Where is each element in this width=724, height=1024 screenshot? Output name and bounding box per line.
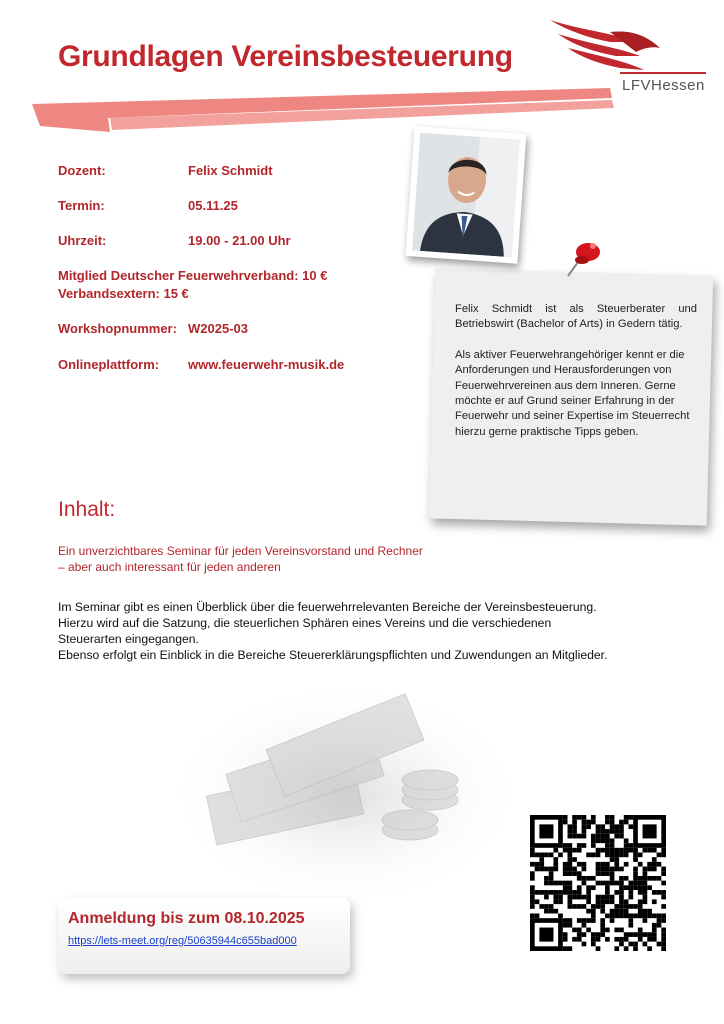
- speaker-photo: [406, 126, 527, 263]
- termin-label: Termin:: [58, 198, 105, 213]
- push-pin-icon: [560, 232, 610, 282]
- body-line-1: Im Seminar gibt es einen Überblick über die feuerwehrrelevanten Bereiche der Vereinsbesteuerung.: [58, 600, 597, 614]
- dozent-value: Felix Schmidt: [188, 163, 273, 178]
- subtitle-line-1: Ein unverzichtbares Seminar für jeden Vereinsvorstand und Rechner: [58, 544, 423, 558]
- body-line-2: Hierzu wird auf die Satzung, die steuerlichen Sphären eines Vereins und die verschiedenen: [58, 616, 552, 630]
- body-line-4: Ebenso erfolgt ein Einblick in die Bereiche Steuererklärungspflichten und Zuwendungen an Mitglieder.: [58, 648, 608, 662]
- workshop-label: Workshopnummer:: [58, 321, 177, 336]
- subtitle-line-2: – aber auch interessant für jeden anderen: [58, 560, 281, 574]
- registration-title: Anmeldung bis zum 08.10.2025: [68, 910, 305, 927]
- dozent-label: Dozent:: [58, 163, 106, 178]
- plattform-label: Onlineplattform:: [58, 357, 160, 372]
- uhrzeit-value: 19.00 - 21.00 Uhr: [188, 233, 291, 248]
- money-illustration: [180, 690, 510, 900]
- qr-code[interactable]: [530, 815, 666, 951]
- page-title: Grundlagen Vereinsbesteuerung: [58, 40, 513, 73]
- uhrzeit-label: Uhrzeit:: [58, 233, 107, 248]
- content-heading: Inhalt:: [58, 498, 116, 521]
- body-line-3: Steuerarten eingegangen.: [58, 632, 199, 646]
- logo-text: LFVHessen: [622, 77, 705, 94]
- bio-text: [455, 302, 697, 455]
- content-subtitle: [58, 543, 518, 575]
- termin-value: 05.11.25: [188, 198, 238, 213]
- content-body: [58, 599, 698, 663]
- registration-link[interactable]: https://lets-meet.org/reg/50635944c655bad000: [68, 935, 297, 947]
- extern-price: Verbandsextern: 15 €: [58, 286, 189, 301]
- workshop-value: W2025-03: [188, 321, 248, 336]
- bio-paragraph-1: Felix Schmidt ist als Steuerberater und Betriebswirt (Bachelor of Arts) in Gedern tätig.: [455, 303, 697, 331]
- bio-paragraph-2: Als aktiver Feuerwehrangehöriger kennt er die Anforderungen und Herausforderungen von Feuerwehrvereinen aus dem Inneren. Gerne möchte er auf Grund seiner Erfahrung in der Feuerwehr und seiner Expertise im Steuerrecht hierzu gerne praktische Tipps geben.: [455, 348, 690, 438]
- plattform-value: www.feuerwehr-musik.de: [188, 357, 345, 372]
- mitglied-price: Mitglied Deutscher Feuerwehrverband: 10 €: [58, 268, 328, 283]
